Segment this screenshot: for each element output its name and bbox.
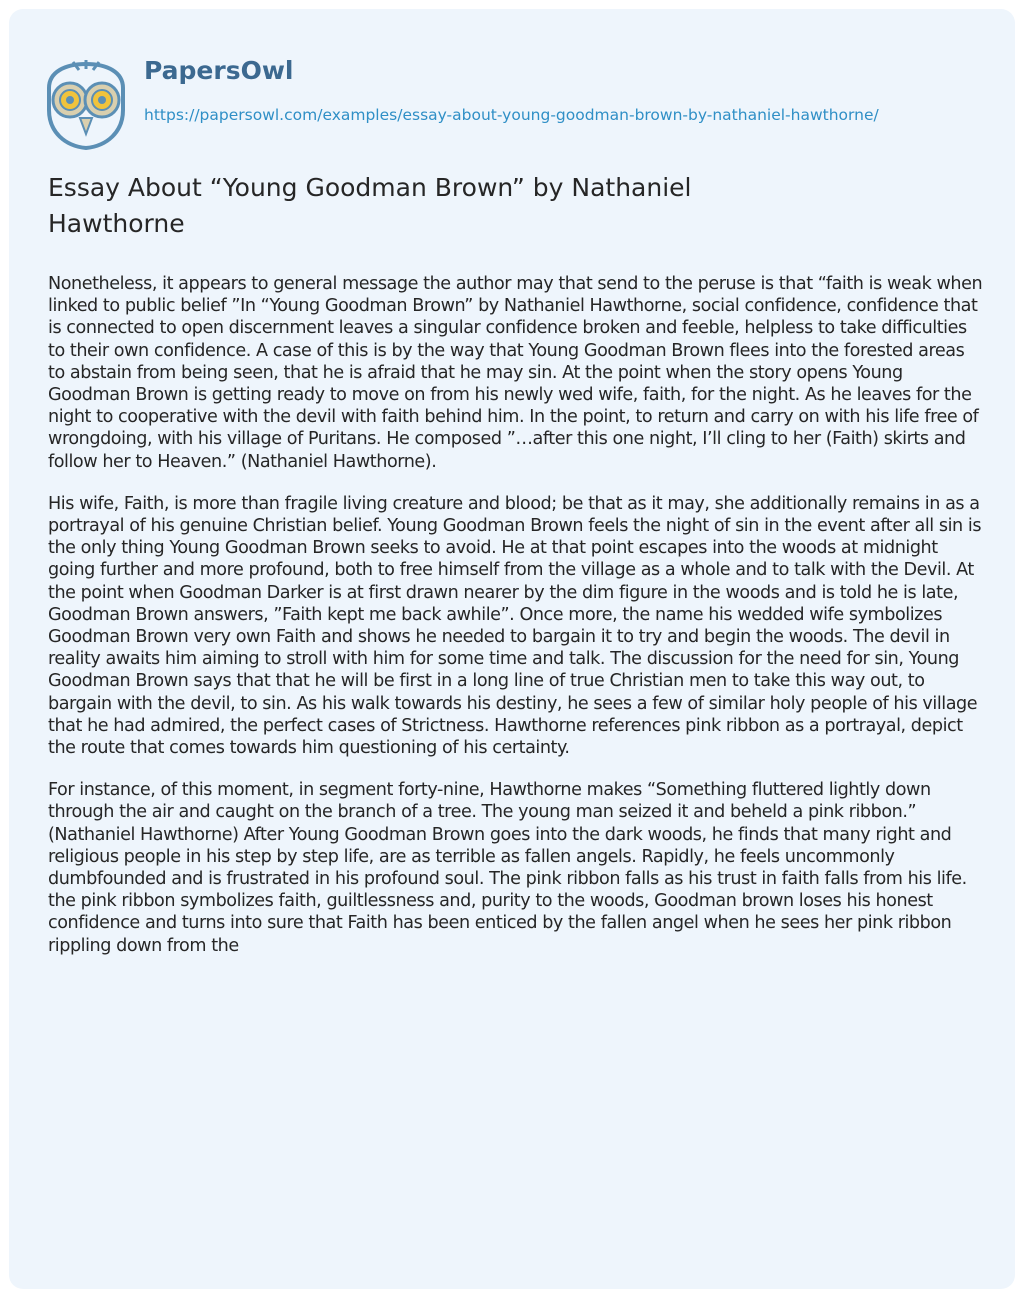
- essay-paragraph: Nonetheless, it appears to general message the author may that send to the peruse is that “faith is weak when linked to public belief ”In “Young Goodman Brown” by Nathaniel Hawthorne, social confidence, confidence that is connected to open discernment leaves a singular confidence broken and feeble, helpless to take difficulties to their own confidence. A case of this is by the way that Young Goodman Brown flees into the forested areas to abstain from being seen, that he is afraid that he may sin. At the point when the story opens Young Goodman Brown is getting ready to move on from his newly wed wife, faith, for the night. As he leaves for the night to cooperative with the devil with faith behind him. In the point, to return and carry on with his life free of wrongdoing, with his village of Puritans. He composed ”…after this one night, I’ll cling to her (Faith) skirts and follow her to Heaven.” (Nathaniel Hawthorne).: [48, 274, 983, 472]
- essay-paragraph: His wife, Faith, is more than fragile living creature and blood; be that as it may, she additionally remains in as a portrayal of his genuine Christian belief. Young Goodman Brown feels the night of sin in the event after all sin is the only thing Young Goodman Brown seeks to avoid. He at that point escapes into the woods at midnight going further and more profound, both to free himself from the village as a whole and to talk with the Devil. At the point when Goodman Darker is at first drawn nearer by the dim figure in the woods and is told he is late, Goodman Brown answers, ”Faith kept me back awhile”. Once more, the name his wedded wife symbolizes Goodman Brown very own Faith and shows he needed to bargain it to try and begin the woods. The devil in reality awaits him aiming to stroll with him for some time and talk. The discussion for the need for sin, Young Goodman Brown says that that he will be first in a long line of true Christian men to take this way out, to bargain with the devil, to sin. As his walk towards his destiny, he sees a few of similar holy people of his village that he had admired, the perfect cases of Strictness. Hawthorne references pink ribbon as a portrayal, depict the route that comes towards him questioning of his certainty.: [48, 493, 982, 759]
- essay-paragraph: For instance, of this moment, in segment forty-nine, Hawthorne makes “Something fluttered lightly down through the air and caught on the branch of a tree. The young man seized it and beheld a pink ribbon.” (Nathaniel Hawthorne) After Young Goodman Brown goes into the dark woods, he finds that many right and religious people in his step by step life, are as terrible as fallen angels. Rapidly, he feels uncommonly dumbfounded and is frustrated in his profound soul. The pink ribbon falls as his trust in faith falls from his life. the pink ribbon symbolizes faith, guiltlessness and, purity to the woods, Goodman brown loses his honest confidence and turns into sure that Faith has been enticed by the fallen angel when he sees her pink ribbon rippling down from the: [48, 780, 967, 956]
- essay-title: Essay About “Young Goodman Brown” by Nathaniel Hawthorne: [48, 173, 692, 238]
- essay-body: [48, 273, 983, 977]
- owl-logo-icon[interactable]: [43, 58, 129, 150]
- brand-header: [43, 52, 1003, 162]
- brand-name[interactable]: PapersOwl: [144, 56, 294, 85]
- source-url-link[interactable]: https://papersowl.com/examples/essay-about-young-goodman-brown-by-nathaniel-hawthorne/: [144, 106, 879, 124]
